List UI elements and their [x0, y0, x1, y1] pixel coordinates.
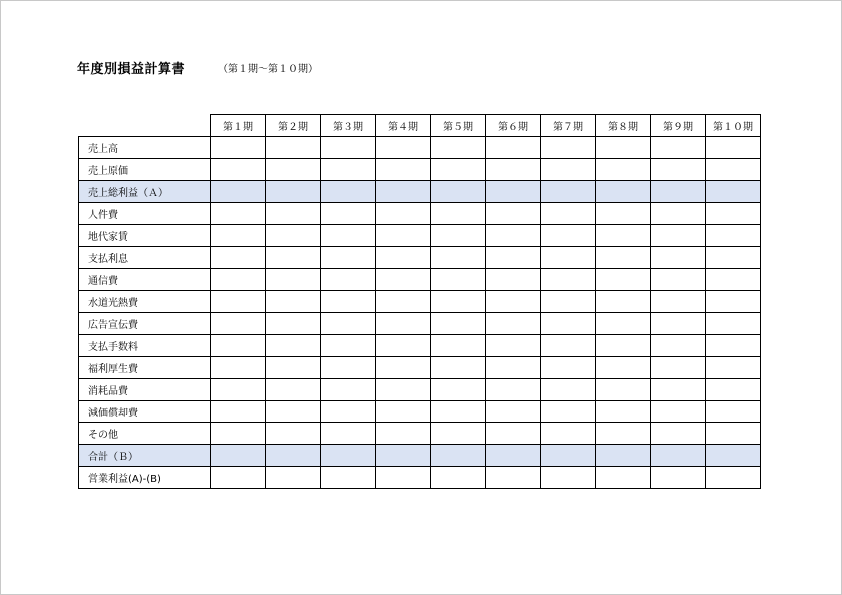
value-cell[interactable] [321, 181, 376, 203]
value-cell[interactable] [541, 247, 596, 269]
column-header: 第６期 [486, 115, 541, 137]
value-cell[interactable] [266, 467, 321, 489]
value-cell[interactable] [211, 467, 266, 489]
value-cell[interactable] [266, 181, 321, 203]
value-cell[interactable] [651, 269, 706, 291]
value-cell[interactable] [706, 445, 761, 467]
value-cell[interactable] [376, 225, 431, 247]
value-cell[interactable] [431, 423, 486, 445]
value-cell[interactable] [706, 313, 761, 335]
value-cell[interactable] [266, 401, 321, 423]
table-row [79, 269, 761, 291]
value-cell[interactable] [321, 379, 376, 401]
table-row [79, 467, 761, 489]
value-cell[interactable] [651, 401, 706, 423]
value-cell[interactable] [596, 269, 651, 291]
table-row [79, 313, 761, 335]
value-cell[interactable] [596, 203, 651, 225]
row-label: 合計（Ｂ） [79, 445, 211, 467]
value-cell[interactable] [706, 401, 761, 423]
column-header: 第３期 [321, 115, 376, 137]
value-cell[interactable] [541, 225, 596, 247]
column-header: 第９期 [651, 115, 706, 137]
value-cell[interactable] [266, 423, 321, 445]
column-header: 第２期 [266, 115, 321, 137]
value-cell[interactable] [651, 291, 706, 313]
value-cell[interactable] [266, 247, 321, 269]
value-cell[interactable] [266, 379, 321, 401]
table-row [79, 137, 761, 159]
value-cell[interactable] [211, 401, 266, 423]
page-subtitle: （第１期～第１０期） [218, 64, 318, 75]
value-cell[interactable] [651, 357, 706, 379]
value-cell[interactable] [651, 225, 706, 247]
value-cell[interactable] [596, 137, 651, 159]
value-cell[interactable] [376, 423, 431, 445]
value-cell[interactable] [211, 335, 266, 357]
value-cell[interactable] [596, 181, 651, 203]
value-cell[interactable] [211, 445, 266, 467]
value-cell[interactable] [541, 335, 596, 357]
row-label: 減価償却費 [79, 401, 211, 423]
value-cell[interactable] [431, 357, 486, 379]
table-row [79, 225, 761, 247]
value-cell[interactable] [431, 225, 486, 247]
table-body [79, 137, 761, 489]
value-cell[interactable] [706, 357, 761, 379]
column-header: 第７期 [541, 115, 596, 137]
value-cell[interactable] [266, 225, 321, 247]
value-cell[interactable] [376, 203, 431, 225]
row-label: 福利厚生費 [79, 357, 211, 379]
value-cell[interactable] [431, 181, 486, 203]
table-row [79, 291, 761, 313]
value-cell[interactable] [596, 379, 651, 401]
table-row [79, 357, 761, 379]
value-cell[interactable] [376, 291, 431, 313]
value-cell[interactable] [376, 313, 431, 335]
value-cell[interactable] [596, 225, 651, 247]
row-label: 地代家賃 [79, 225, 211, 247]
value-cell[interactable] [266, 445, 321, 467]
value-cell[interactable] [431, 401, 486, 423]
value-cell[interactable] [651, 313, 706, 335]
value-cell[interactable] [211, 225, 266, 247]
table-row [79, 445, 761, 467]
value-cell[interactable] [706, 181, 761, 203]
value-cell[interactable] [376, 379, 431, 401]
value-cell[interactable] [321, 313, 376, 335]
income-statement-table [78, 114, 761, 489]
value-cell[interactable] [486, 467, 541, 489]
value-cell[interactable] [321, 203, 376, 225]
value-cell[interactable] [266, 203, 321, 225]
value-cell[interactable] [211, 203, 266, 225]
row-label: 人件費 [79, 203, 211, 225]
value-cell[interactable] [706, 137, 761, 159]
value-cell[interactable] [486, 445, 541, 467]
value-cell[interactable] [376, 269, 431, 291]
value-cell[interactable] [541, 423, 596, 445]
value-cell[interactable] [486, 181, 541, 203]
value-cell[interactable] [706, 225, 761, 247]
value-cell[interactable] [651, 159, 706, 181]
row-label: その他 [79, 423, 211, 445]
value-cell[interactable] [706, 423, 761, 445]
value-cell[interactable] [596, 357, 651, 379]
value-cell[interactable] [376, 401, 431, 423]
value-cell[interactable] [321, 401, 376, 423]
value-cell[interactable] [486, 137, 541, 159]
table-row [79, 423, 761, 445]
value-cell[interactable] [651, 379, 706, 401]
column-header: 第１期 [211, 115, 266, 137]
value-cell[interactable] [541, 313, 596, 335]
table-row [79, 203, 761, 225]
value-cell[interactable] [431, 313, 486, 335]
table-row [79, 181, 761, 203]
row-label: 支払手数料 [79, 335, 211, 357]
value-cell[interactable] [211, 423, 266, 445]
row-label: 水道光熱費 [79, 291, 211, 313]
value-cell[interactable] [321, 357, 376, 379]
value-cell[interactable] [431, 137, 486, 159]
value-cell[interactable] [651, 467, 706, 489]
value-cell[interactable] [486, 291, 541, 313]
value-cell[interactable] [541, 159, 596, 181]
column-header: 第８期 [596, 115, 651, 137]
value-cell[interactable] [211, 159, 266, 181]
table-row [79, 335, 761, 357]
value-cell[interactable] [486, 269, 541, 291]
value-cell[interactable] [706, 467, 761, 489]
value-cell[interactable] [541, 181, 596, 203]
value-cell[interactable] [486, 203, 541, 225]
value-cell[interactable] [321, 137, 376, 159]
value-cell[interactable] [596, 247, 651, 269]
value-cell[interactable] [486, 401, 541, 423]
value-cell[interactable] [541, 291, 596, 313]
header-blank-cell [79, 115, 211, 137]
value-cell[interactable] [321, 225, 376, 247]
value-cell[interactable] [651, 445, 706, 467]
value-cell[interactable] [541, 445, 596, 467]
value-cell[interactable] [321, 291, 376, 313]
value-cell[interactable] [376, 247, 431, 269]
value-cell[interactable] [376, 445, 431, 467]
value-cell[interactable] [596, 313, 651, 335]
value-cell[interactable] [541, 467, 596, 489]
value-cell[interactable] [266, 335, 321, 357]
value-cell[interactable] [651, 203, 706, 225]
value-cell[interactable] [266, 357, 321, 379]
value-cell[interactable] [596, 423, 651, 445]
row-label: 営業利益(A)-(B) [79, 467, 211, 489]
value-cell[interactable] [706, 291, 761, 313]
row-label: 売上総利益（Ａ） [79, 181, 211, 203]
row-label: 消耗品費 [79, 379, 211, 401]
value-cell[interactable] [541, 137, 596, 159]
value-cell[interactable] [706, 203, 761, 225]
value-cell[interactable] [486, 247, 541, 269]
value-cell[interactable] [706, 159, 761, 181]
value-cell[interactable] [321, 269, 376, 291]
value-cell[interactable] [706, 247, 761, 269]
value-cell[interactable] [431, 247, 486, 269]
value-cell[interactable] [706, 379, 761, 401]
value-cell[interactable] [596, 291, 651, 313]
value-cell[interactable] [596, 445, 651, 467]
value-cell[interactable] [211, 137, 266, 159]
value-cell[interactable] [596, 159, 651, 181]
value-cell[interactable] [486, 335, 541, 357]
value-cell[interactable] [376, 467, 431, 489]
value-cell[interactable] [541, 357, 596, 379]
value-cell[interactable] [376, 335, 431, 357]
value-cell[interactable] [431, 379, 486, 401]
value-cell[interactable] [651, 137, 706, 159]
table-header-row [79, 115, 761, 137]
value-cell[interactable] [211, 291, 266, 313]
value-cell[interactable] [211, 269, 266, 291]
value-cell[interactable] [596, 401, 651, 423]
value-cell[interactable] [706, 335, 761, 357]
value-cell[interactable] [211, 247, 266, 269]
value-cell[interactable] [211, 379, 266, 401]
value-cell[interactable] [596, 467, 651, 489]
row-label: 売上高 [79, 137, 211, 159]
value-cell[interactable] [211, 313, 266, 335]
value-cell[interactable] [486, 159, 541, 181]
value-cell[interactable] [431, 159, 486, 181]
value-cell[interactable] [211, 181, 266, 203]
value-cell[interactable] [486, 379, 541, 401]
value-cell[interactable] [321, 335, 376, 357]
value-cell[interactable] [431, 335, 486, 357]
value-cell[interactable] [651, 181, 706, 203]
value-cell[interactable] [486, 313, 541, 335]
row-label: 支払利息 [79, 247, 211, 269]
value-cell[interactable] [706, 269, 761, 291]
value-cell[interactable] [266, 313, 321, 335]
table-row [79, 247, 761, 269]
value-cell[interactable] [541, 203, 596, 225]
value-cell[interactable] [431, 291, 486, 313]
value-cell[interactable] [266, 159, 321, 181]
value-cell[interactable] [266, 269, 321, 291]
value-cell[interactable] [376, 137, 431, 159]
value-cell[interactable] [376, 159, 431, 181]
value-cell[interactable] [486, 225, 541, 247]
value-cell[interactable] [651, 247, 706, 269]
column-header: 第５期 [431, 115, 486, 137]
value-cell[interactable] [541, 401, 596, 423]
value-cell[interactable] [376, 181, 431, 203]
value-cell[interactable] [266, 137, 321, 159]
row-label: 通信費 [79, 269, 211, 291]
value-cell[interactable] [431, 445, 486, 467]
value-cell[interactable] [541, 379, 596, 401]
row-label: 広告宣伝費 [79, 313, 211, 335]
value-cell[interactable] [486, 423, 541, 445]
value-cell[interactable] [431, 269, 486, 291]
table-row [79, 401, 761, 423]
value-cell[interactable] [431, 467, 486, 489]
value-cell[interactable] [431, 203, 486, 225]
value-cell[interactable] [211, 357, 266, 379]
value-cell[interactable] [541, 269, 596, 291]
value-cell[interactable] [651, 423, 706, 445]
page-title: 年度別損益計算書 [77, 62, 186, 77]
column-header: 第４期 [376, 115, 431, 137]
value-cell[interactable] [596, 335, 651, 357]
value-cell[interactable] [321, 445, 376, 467]
value-cell[interactable] [651, 335, 706, 357]
value-cell[interactable] [321, 423, 376, 445]
value-cell[interactable] [486, 357, 541, 379]
value-cell[interactable] [321, 467, 376, 489]
value-cell[interactable] [321, 247, 376, 269]
row-label: 売上原価 [79, 159, 211, 181]
value-cell[interactable] [376, 357, 431, 379]
table-row [79, 379, 761, 401]
value-cell[interactable] [266, 291, 321, 313]
column-header: 第１０期 [706, 115, 761, 137]
value-cell[interactable] [321, 159, 376, 181]
table-row [79, 159, 761, 181]
